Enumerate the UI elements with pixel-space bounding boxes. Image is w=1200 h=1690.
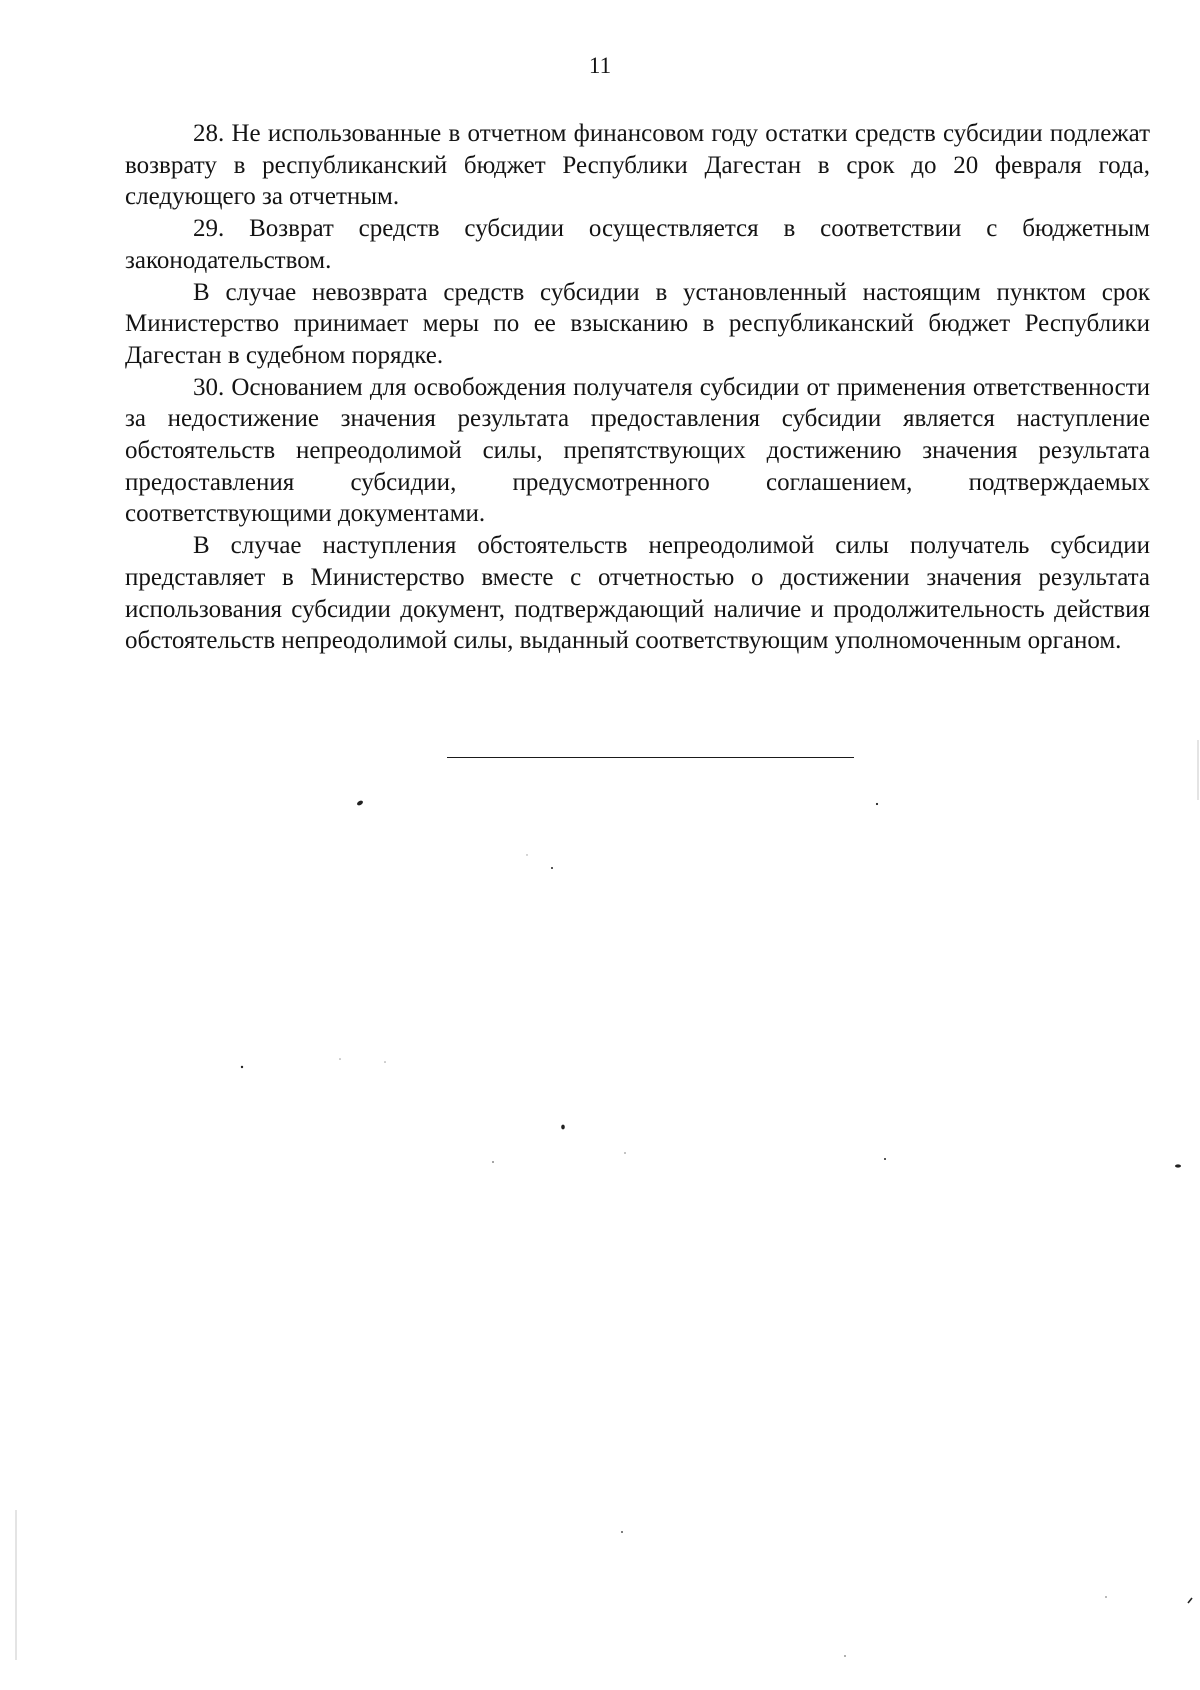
paragraph-30-continuation: В случае наступления обстоятельств непреодолимой силы получатель субсидии представляет в Министерство вместе с отчетностью о достижении значения результата использования субсидии документ, подтверждающий наличие и продолжительность действия обстоятельств непреодолимой силы, выданный соответствующим уполномоченным органом. [125,532,1150,655]
paragraph-29-continuation: В случае невозврата средств субсидии в установленный настоящим пунктом срок Министерство принимает меры по ее взысканию в республиканский бюджет Республики Дагестан в судебном порядке. [125,278,1150,369]
closing-rule [447,757,854,758]
paragraph-28: 28. Не использованные в отчетном финансовом году остатки средств субсидии подлежат возврату в республиканский бюджет Республики Дагестан в срок до 20 февраля года, следующего за отчетным. [125,120,1150,211]
paragraph-29: 29. Возврат средств субсидии осуществляется в соответствии с бюджетным законодательством. [125,215,1150,274]
page-number: 11 [588,53,612,78]
document-body [125,118,1150,657]
paragraph-30: 30. Основанием для освобождения получателя субсидии от применения ответственности за недостижение значения результата предоставления субсидии является наступление обстоятельств непреодолимой силы, препятствующих достижению значения результата предоставления субсидии, предусмотренного соглашением, подтверждаемых соответствующими документами. [125,373,1150,528]
